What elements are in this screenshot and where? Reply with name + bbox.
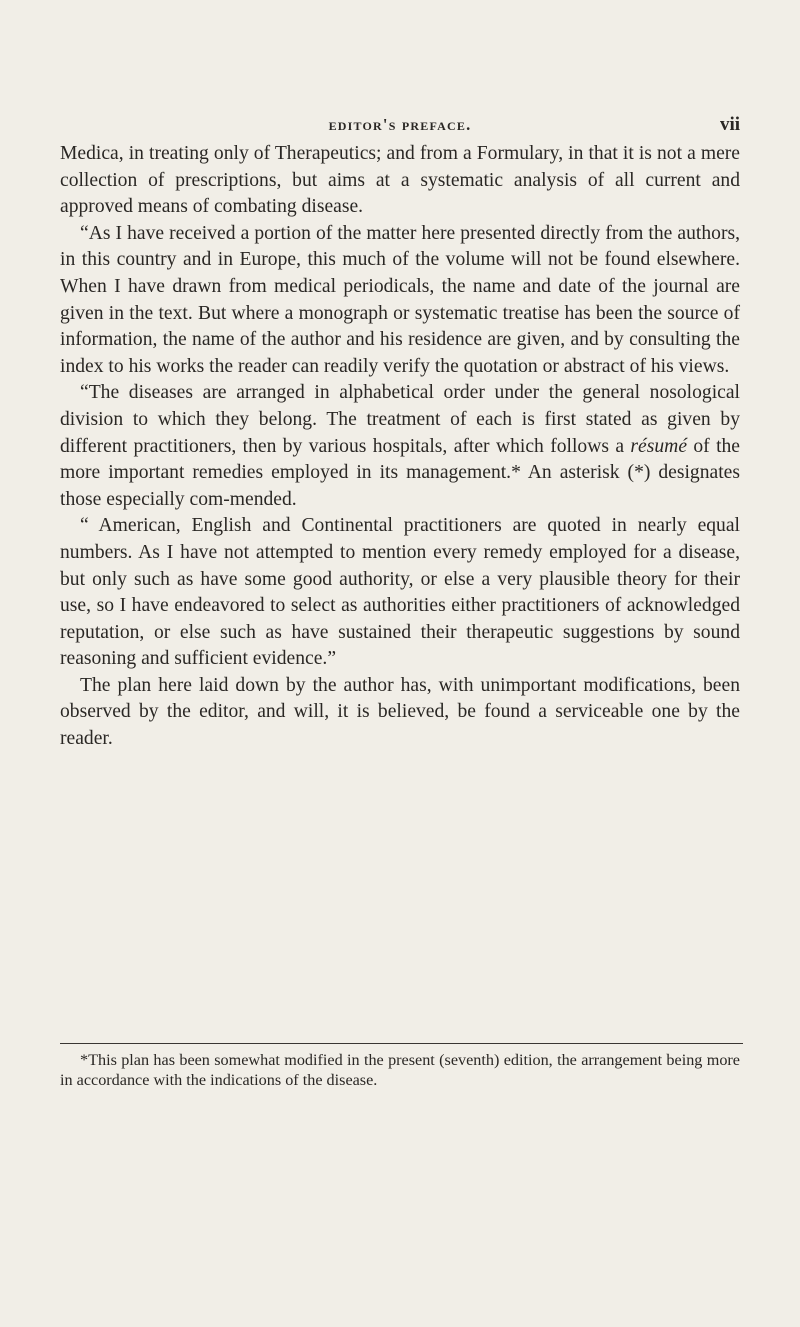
paragraph — [60, 673, 740, 753]
italic-term: résumé — [630, 435, 688, 457]
paragraph — [60, 513, 740, 673]
footnote: *This plan has been somewhat modified in the present (seventh) edition, the arrangement being more in accordance with the indications of the disease. — [60, 1051, 740, 1089]
paragraph-text: “As I have received a portion of the matter here presented directly from the authors, in this country and in Europe, this much of the volume will not be found elsewhere. When I have drawn from medical periodicals, the name and date of the journal are given in the text. But where a monograph or systematic treatise has been the source of information, the name of the author and his residence are given, and by consulting the index to his works the reader can readily verify the quotation or abstract of his views. — [60, 222, 740, 377]
paragraph-text: Medica, in treating only of Therapeutics; and from a Formulary, in that it is not a mere collection of prescriptions, but aims at a systematic analysis of all current and approved means of combating disease. — [60, 143, 740, 218]
page-number: vii — [719, 114, 740, 135]
paragraph-text: of the more important remedies employed in its management.* An asterisk (*) designates those especially com-mended. — [60, 435, 741, 510]
paragraph-text: “The diseases are arranged in alphabetical order under the general nosological division to which they belong. The treatment of each is first stated as given by different practitioners, then by various hospitals, after which follows a — [60, 382, 740, 457]
paragraph — [60, 141, 740, 221]
body-text — [60, 141, 740, 753]
running-head — [60, 110, 740, 140]
paragraph-text: “ American, English and Continental practitioners are quoted in nearly equal numbers. As I have not attempted to mention every remedy employed for a disease, but only such as have some good authority, or else a very plausible theory for their use, so I have endeavored to select as authorities either practitioners of acknowledged reputation, or else such as have sustained their therapeutic suggestions by sound reasoning and sufficient evidence.” — [60, 515, 740, 670]
footnote-rule — [60, 1043, 743, 1044]
running-head-title: editor's preface. — [328, 115, 472, 134]
paragraph — [60, 380, 740, 513]
paragraph-text: The plan here laid down by the author has, with unimportant modifications, been observed by the editor, and will, it is believed, be found a serviceable one by the reader. — [60, 674, 740, 750]
paragraph — [60, 221, 740, 381]
